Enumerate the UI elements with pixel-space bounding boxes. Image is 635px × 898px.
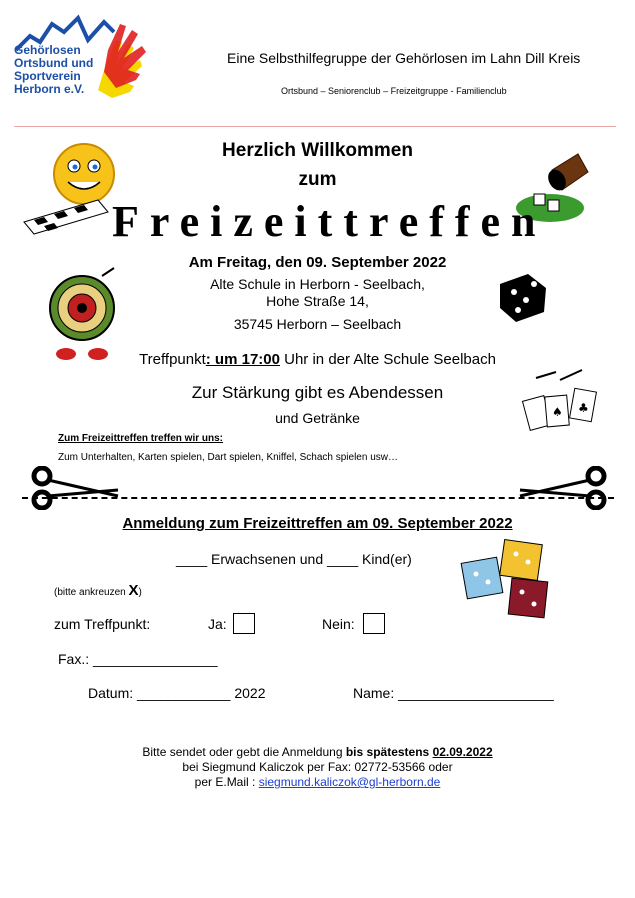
scissors-icon	[22, 466, 122, 510]
logo-line: Herborn e.V.	[14, 82, 85, 96]
playing-cards-icon	[516, 368, 606, 448]
welcome-heading: Herzlich Willkommen	[222, 140, 413, 161]
scissors-icon	[516, 466, 616, 510]
registration-title: Anmeldung zum Freizeittreffen am 09. September 2022	[122, 515, 513, 532]
footer-line-2: bei Siegmund Kaliczok per Fax: 02772-53566 oder	[182, 760, 453, 774]
yes-checkbox[interactable]	[233, 613, 255, 634]
logo-line: Ortsbund und	[14, 56, 94, 70]
tick-hint	[54, 582, 142, 599]
meeting-prefix: Treffpunkt	[139, 351, 206, 368]
activities-list: Zum Unterhalten, Karten spielen, Dart spielen, Kniffel, Schach spielen usw…	[58, 452, 398, 463]
meeting-point-label: zum Treffpunkt:	[54, 616, 151, 632]
colored-dice-icon	[458, 534, 558, 624]
attendee-count-line: ____ Erwachsenen und ____ Kind(er)	[176, 551, 412, 567]
cut-line	[22, 497, 614, 499]
email-link[interactable]: siegmund.kaliczok@gl-herborn.de	[258, 775, 441, 789]
svg-text:♠: ♠	[552, 405, 563, 419]
tick-hint-prefix: (bitte ankreuzen	[54, 587, 129, 598]
welcome-zum: zum	[298, 169, 337, 190]
yes-label: Ja:	[208, 616, 227, 632]
drinks-note: und Getränke	[275, 410, 360, 426]
footer-prefix: Bitte sendet oder gebt die Anmeldung	[142, 745, 346, 759]
food-note: Zur Stärkung gibt es Abendessen	[191, 383, 444, 402]
no-label: Nein:	[322, 616, 355, 632]
address-line: Alte Schule in Herborn - Seelbach,	[210, 276, 425, 292]
footer-line-3	[0, 775, 635, 790]
email-prefix: per E.Mail :	[194, 775, 259, 789]
meeting-time: : um 17:00	[205, 351, 280, 368]
logo-line: Sportverein	[14, 69, 81, 83]
date-field[interactable]: Datum: ____________ 2022	[88, 685, 266, 701]
tick-mark: X	[128, 582, 139, 599]
address-line: Hohe Straße 14,	[266, 293, 369, 309]
header-tagline: Eine Selbsthilfegruppe der Gehörlosen im Lahn Dill Kreis	[227, 50, 581, 66]
no-checkbox[interactable]	[363, 613, 385, 634]
header-groups: Ortsbund – Seniorenclub – Freizeitgruppe - Familienclub	[281, 86, 507, 96]
activities-heading: Zum Freizeittreffen treffen wir uns:	[58, 433, 224, 444]
footer-line-1	[0, 745, 635, 760]
meeting-point	[0, 351, 635, 368]
event-date: Am Freitag, den 09. September 2022	[188, 254, 447, 271]
tick-hint-suffix: )	[138, 587, 142, 598]
deadline-label: bis spätestens	[345, 745, 430, 759]
header-divider	[14, 126, 616, 127]
logo-text	[14, 44, 134, 96]
fax-field[interactable]: Fax.: ________________	[58, 651, 218, 667]
address-line: 35745 Herborn – Seelbach	[233, 316, 402, 332]
event-title: Freizeittreffen	[112, 197, 547, 246]
logo-line: Gehörlosen	[14, 43, 81, 57]
svg-text:♣: ♣	[578, 401, 589, 415]
name-field[interactable]: Name: ____________________	[353, 685, 554, 701]
footer	[0, 745, 635, 790]
deadline-date: 02.09.2022	[432, 745, 493, 759]
meeting-suffix: Uhr in der Alte Schule Seelbach	[279, 351, 496, 368]
